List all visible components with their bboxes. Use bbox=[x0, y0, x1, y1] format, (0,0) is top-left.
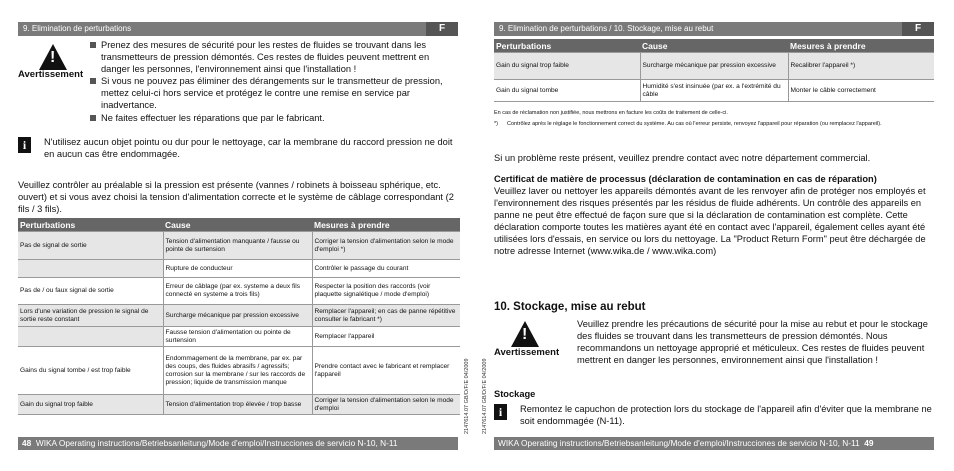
column-header: Mesures à prendre bbox=[788, 39, 934, 53]
troubleshooting-table bbox=[494, 39, 934, 102]
table-cell: Remplacer l'appareil; en cas de panne répétitive consulter le fabricant *) bbox=[312, 305, 460, 327]
table-row bbox=[18, 305, 460, 327]
warning-bullet: Ne faites effectuer les réparations que par le fabricant. bbox=[90, 112, 460, 124]
table-cell: Contrôler le passage du courant bbox=[312, 260, 460, 278]
page-footer bbox=[494, 437, 934, 450]
page-number: 48 bbox=[22, 438, 32, 448]
language-badge: F bbox=[426, 22, 458, 36]
warning-label: Avertissement bbox=[494, 347, 560, 358]
table-row bbox=[18, 260, 460, 278]
column-header: Perturbations bbox=[494, 39, 640, 53]
side-document-code: 2147614.07 GB/D/F/E 04/2009 bbox=[482, 358, 488, 434]
contact-paragraph: Si un problème reste présent, veuillez prendre contact avec notre département commercial. bbox=[494, 153, 871, 163]
table-cell: Lors d'une variation de pression le signal de sortie reste constant bbox=[18, 305, 163, 327]
table-cell bbox=[18, 260, 163, 278]
table-cell: Endommagement de la membrane, par ex. par des coups, des fluides abrasifs / agressifs; corrosion sur la membrane / sur les raccords de pression; liquide de transmission manque bbox=[163, 347, 312, 395]
page-number: 49 bbox=[864, 438, 874, 448]
footnote-text: Contrôlez après le réglage le fonctionnement correct du système. Au cas où l'erreur persiste, renvoyez l'appareil pour réparation (ou remplacez l'appareil). bbox=[507, 121, 882, 127]
page-footer bbox=[18, 437, 458, 450]
table-row bbox=[18, 327, 460, 347]
column-header: Cause bbox=[163, 218, 312, 232]
table-cell bbox=[18, 327, 163, 347]
language-badge: F bbox=[902, 22, 934, 36]
page-header bbox=[494, 22, 934, 36]
table-cell: Surcharge mécanique par pression excessive bbox=[163, 305, 312, 327]
column-header: Mesures à prendre bbox=[312, 218, 460, 232]
table-cell: Corriger la tension d'alimentation selon le mode d'emploi *) bbox=[312, 232, 460, 260]
section-title: 10. Stockage, mise au rebut bbox=[494, 301, 646, 313]
warning-bullets bbox=[90, 39, 460, 124]
warning-bullet: Si vous ne pouvez pas éliminer des dérangements sur le transmetteur de pression, mettez celui-ci hors service et protégez le contre une remise en service par inadvertance. bbox=[90, 75, 460, 111]
table-row bbox=[494, 53, 934, 80]
page-header bbox=[18, 22, 458, 36]
header-title: 9. Elimination de perturbations bbox=[23, 24, 132, 33]
warning-label: Avertissement bbox=[18, 69, 84, 80]
warning-text: Veuillez prendre les précautions de sécurité pour la mise au rebut et pour le stockage des fluides se trouvant dans les transmetteurs de pression démontés. Nous recommandons un nettoyage approprié et méticuleux. Ces restes de fluides peuvent mettrent en danger les personnes, environnement ainsi que l'installation ! bbox=[577, 319, 928, 366]
table-header-row bbox=[18, 218, 460, 232]
table-cell: Fausse tension d'alimentation ou pointe de surtension bbox=[163, 327, 312, 347]
storage-title: Stockage bbox=[494, 389, 536, 399]
table-cell: Respecter la position des raccords (voir plaquette signalétique / mode d'emploi) bbox=[312, 278, 460, 305]
table-cell: Corriger la tension d'alimentation selon le mode d'emploi bbox=[312, 395, 460, 415]
table-row bbox=[18, 278, 460, 305]
footer-text: WIKA Operating instructions/Betriebsanleitung/Mode d'emploi/Instrucciones de servicio N-10, N-11 bbox=[498, 438, 860, 448]
right-page bbox=[478, 0, 954, 471]
warning-bullet: Prenez des mesures de sécurité pour les restes de fluides se trouvant dans les transmetteurs de pression démontés. Ces restes de fluides peuvent mettrent en danger les personnes, l'environnement ainsi que l'installation ! bbox=[90, 39, 460, 75]
info-text: N'utilisez aucun objet pointu ou dur pour le nettoyage, car la membrane du raccord pression ne doit en aucun cas être endommagée. bbox=[44, 137, 453, 160]
table-cell: Prendre contact avec le fabricant et remplacer l'appareil bbox=[312, 347, 460, 395]
table-cell: Gain du signal tombe bbox=[494, 80, 640, 102]
table-row bbox=[18, 347, 460, 395]
column-header: Perturbations bbox=[18, 218, 163, 232]
table-row bbox=[18, 395, 460, 415]
table-row bbox=[18, 232, 460, 260]
left-page bbox=[0, 0, 476, 471]
table-cell: Remplacer l'appareil bbox=[312, 327, 460, 347]
info-icon: i bbox=[494, 404, 507, 420]
storage-text: Remontez le capuchon de protection lors du stockage de l'appareil afin d'éviter que la membrane ne soit endommagée (N-11). bbox=[520, 404, 932, 427]
table-cell: Humidité s'est insinuée (par ex. a l'extrémité du câble bbox=[640, 80, 788, 102]
troubleshooting-table bbox=[18, 218, 460, 415]
side-document-code: 2147614.07 GB/D/F/E 04/2009 bbox=[464, 358, 470, 434]
warning-triangle-icon bbox=[39, 44, 67, 70]
table-header-row bbox=[494, 39, 934, 53]
table-cell: Pas de signal de sortie bbox=[18, 232, 163, 260]
header-title: 9. Elimination de perturbations / 10. Stockage, mise au rebut bbox=[499, 24, 714, 33]
column-header: Cause bbox=[640, 39, 788, 53]
table-cell: Rupture de conducteur bbox=[163, 260, 312, 278]
table-cell: Erreur de câblage (par ex. systeme a deux fils connecté en systeme a trois fils) bbox=[163, 278, 312, 305]
footnote-claim: En cas de réclamation non justifiée, nous mettrons en facture les coûts de traitement de celle-ci. bbox=[494, 110, 728, 116]
table-cell: Tension d'alimentation trop élevée / trop basse bbox=[163, 395, 312, 415]
table-cell: Recalibrer l'appareil *) bbox=[788, 53, 934, 80]
certificate-title: Certificat de matière de processus (déclaration de contamination en cas de réparation) bbox=[494, 174, 877, 184]
table-cell: Tension d'alimentation manquante / fausse ou pointe de surtension bbox=[163, 232, 312, 260]
warning-triangle-icon bbox=[511, 321, 539, 347]
table-cell: Surcharge mécanique par pression excessive bbox=[640, 53, 788, 80]
table-cell: Monter le câble correctement bbox=[788, 80, 934, 102]
intro-paragraph: Veuillez contrôler au préalable si la pression est présente (vannes / robinets à boisseau sphérique, etc. ouvert) et si vous avez choisi la tension d'alimentation correcte et le système de câblage correspondant (2 fils / 3 fils). bbox=[18, 180, 454, 215]
table-row bbox=[494, 80, 934, 102]
footer-text: WIKA Operating instructions/Betriebsanleitung/Mode d'emploi/Instrucciones de servicio N-10, N-11 bbox=[35, 438, 398, 448]
footnote-mark: *) bbox=[494, 121, 498, 127]
table-cell: Gains du signal tombe / est trop faible bbox=[18, 347, 163, 395]
certificate-paragraph: Veuillez laver ou nettoyer les appareils démontés avant de les renvoyer afin de protéger nos employés et l'environnement des risques présentés par les résidus de fluide adhérents. Un contrôle des appareils en panne ne peut être effectué de façon sure que si la déclaration de contamination est complète. Cette déclaration comporte toutes les matières ayant été en contact avec l'appareil, également celles ayant été utilisées lors d'essais, en service ou lors du nettoyage. La "Product Return Form" peut être déchargée de notre adresse Internet (www.wika.de / www.wika.com) bbox=[494, 186, 926, 257]
table-cell: Pas de / ou faux signal de sortie bbox=[18, 278, 163, 305]
table-cell: Gain du signal trop faible bbox=[494, 53, 640, 80]
info-icon: i bbox=[18, 137, 31, 153]
table-cell: Gain du signal trop faible bbox=[18, 395, 163, 415]
